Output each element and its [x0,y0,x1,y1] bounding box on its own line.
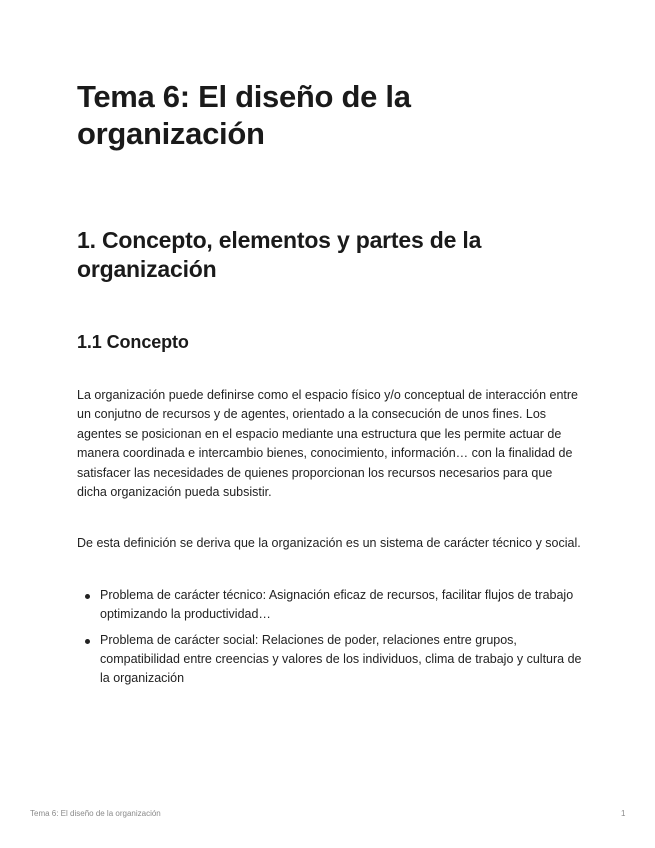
footer-title: Tema 6: El diseño de la organización [30,809,161,818]
list-item-text: Problema de carácter social: Relaciones de poder, relaciones entre grupos, compatibilidad entre creencias y valores de los individuos, clima de trabajo y cultura de la organización [100,632,582,686]
document-title: Tema 6: El diseño de la organización [77,79,411,151]
list-item [100,631,582,689]
bullet-dot-icon [85,639,90,644]
bullet-list [77,586,582,689]
section-heading: 1. Concepto, elementos y partes de la organización [77,227,482,282]
paragraph-derivation: De esta definición se deriva que la organización es un sistema de carácter técnico y social. [77,536,581,551]
list-item-text: Problema de carácter técnico: Asignación eficaz de recursos, facilitar flujos de trabajo optimizando la productividad… [100,587,574,622]
page-number: 1 [621,809,626,818]
document-page [77,78,582,695]
bullet-dot-icon [85,594,90,599]
list-item [100,586,582,625]
paragraph-definition: La organización puede definirse como el espacio físico y/o conceptual de interacción entre un conjutno de recursos y de agentes, orientado a la consecución de unos fines. Los agentes se posicionan en el espacio mediante una estructura que les permite actuar de manera coordinada e intercambio bienes, conocimiento, información… con la finalidad de satisfacer las necesidades de quienes proporcionan los recursos necesarios para que dicha organización pueda subsistir. [77,388,579,500]
subsection-heading: 1.1 Concepto [77,332,189,352]
